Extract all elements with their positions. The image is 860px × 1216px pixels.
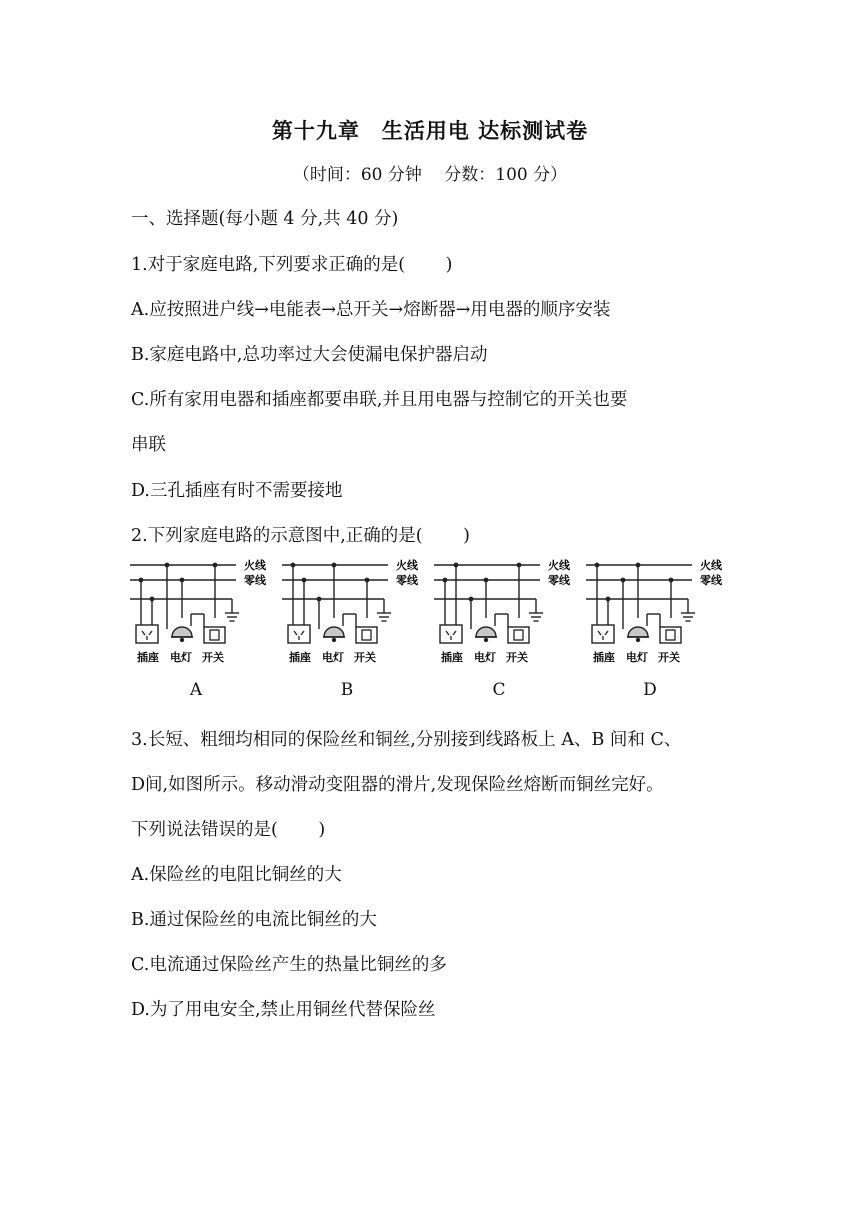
section-heading: 一、选择题(每小题 4 分,共 40 分) (131, 209, 399, 229)
diagram-label-b: B (340, 680, 354, 700)
question-3-option-b: B.通过保险丝的电流比铜丝的大 (131, 910, 377, 930)
neutral-wire-label: 零线 (396, 574, 418, 587)
socket-label: 插座 (441, 651, 463, 664)
switch-icon (660, 627, 681, 643)
live-wire-label: 火线 (244, 559, 266, 572)
question-3-option-c: C.电流通过保险丝产生的热量比铜丝的多 (131, 955, 447, 975)
live-wire-label: 火线 (396, 559, 418, 572)
diagram-label-d: D (643, 680, 657, 700)
switch-icon (204, 627, 225, 643)
exam-info: （时间：60 分钟 分数：100 分） (292, 165, 568, 185)
socket-icon (592, 625, 614, 643)
socket-icon (136, 625, 158, 643)
lamp-icon (627, 627, 649, 642)
neutral-wire-label: 零线 (548, 574, 570, 587)
switch-icon (356, 627, 377, 643)
socket-icon (288, 625, 310, 643)
lamp-label: 电灯 (474, 651, 496, 664)
circuit-diagram-d (586, 558, 723, 664)
question-2-stem: 2.下列家庭电路的示意图中,正确的是( ) (131, 526, 470, 546)
lamp-icon (171, 627, 193, 642)
switch-label: 开关 (506, 651, 528, 664)
live-wire-label: 火线 (548, 559, 570, 572)
question-1-stem: 1.对于家庭电路,下列要求正确的是( ) (131, 255, 453, 275)
question-3-stem-line-2: D间,如图所示。移动滑动变阻器的滑片,发现保险丝熔断而铜丝完好。 (131, 775, 664, 795)
live-wire-label: 火线 (700, 559, 722, 572)
lamp-label: 电灯 (626, 651, 648, 664)
lamp-label: 电灯 (170, 651, 192, 664)
switch-icon (508, 627, 529, 643)
circuit-diagrams (124, 552, 736, 664)
neutral-wire-label: 零线 (700, 574, 722, 587)
lamp-icon (475, 627, 497, 642)
socket-icon (440, 625, 462, 643)
circuit-diagram-a (130, 558, 267, 664)
question-1-option-c-cont: 串联 (131, 435, 166, 455)
question-3-stem-line-1: 3.长短、粗细均相同的保险丝和铜丝,分别接到线路板上 A、B 间和 C、 (131, 730, 682, 750)
question-1-option-a: A.应按照进户线→电能表→总开关→熔断器→用电器的顺序安装 (131, 300, 611, 320)
lamp-icon (323, 627, 345, 642)
question-1-option-d: D.三孔插座有时不需要接地 (131, 481, 343, 501)
circuit-diagram-b (282, 558, 419, 664)
socket-label: 插座 (289, 651, 311, 664)
switch-label: 开关 (202, 651, 224, 664)
socket-label: 插座 (137, 651, 159, 664)
question-3-option-d: D.为了用电安全,禁止用铜丝代替保险丝 (131, 1000, 436, 1020)
socket-label: 插座 (593, 651, 615, 664)
circuit-diagrams-svg (124, 552, 736, 664)
diagram-label-a: A (189, 680, 203, 700)
circuit-diagram-c (434, 558, 571, 664)
neutral-wire-label: 零线 (244, 574, 266, 587)
question-1-option-b: B.家庭电路中,总功率过大会使漏电保护器启动 (131, 345, 488, 365)
switch-label: 开关 (658, 651, 680, 664)
question-3-option-a: A.保险丝的电阻比铜丝的大 (131, 865, 342, 885)
question-1-option-c: C.所有家用电器和插座都要串联,并且用电器与控制它的开关也要 (131, 390, 628, 410)
page-title: 第十九章 生活用电 达标测试卷 (271, 119, 589, 143)
lamp-label: 电灯 (322, 651, 344, 664)
switch-label: 开关 (354, 651, 376, 664)
question-3-stem-line-3: 下列说法错误的是( ) (131, 820, 326, 840)
diagram-label-c: C (492, 680, 506, 700)
